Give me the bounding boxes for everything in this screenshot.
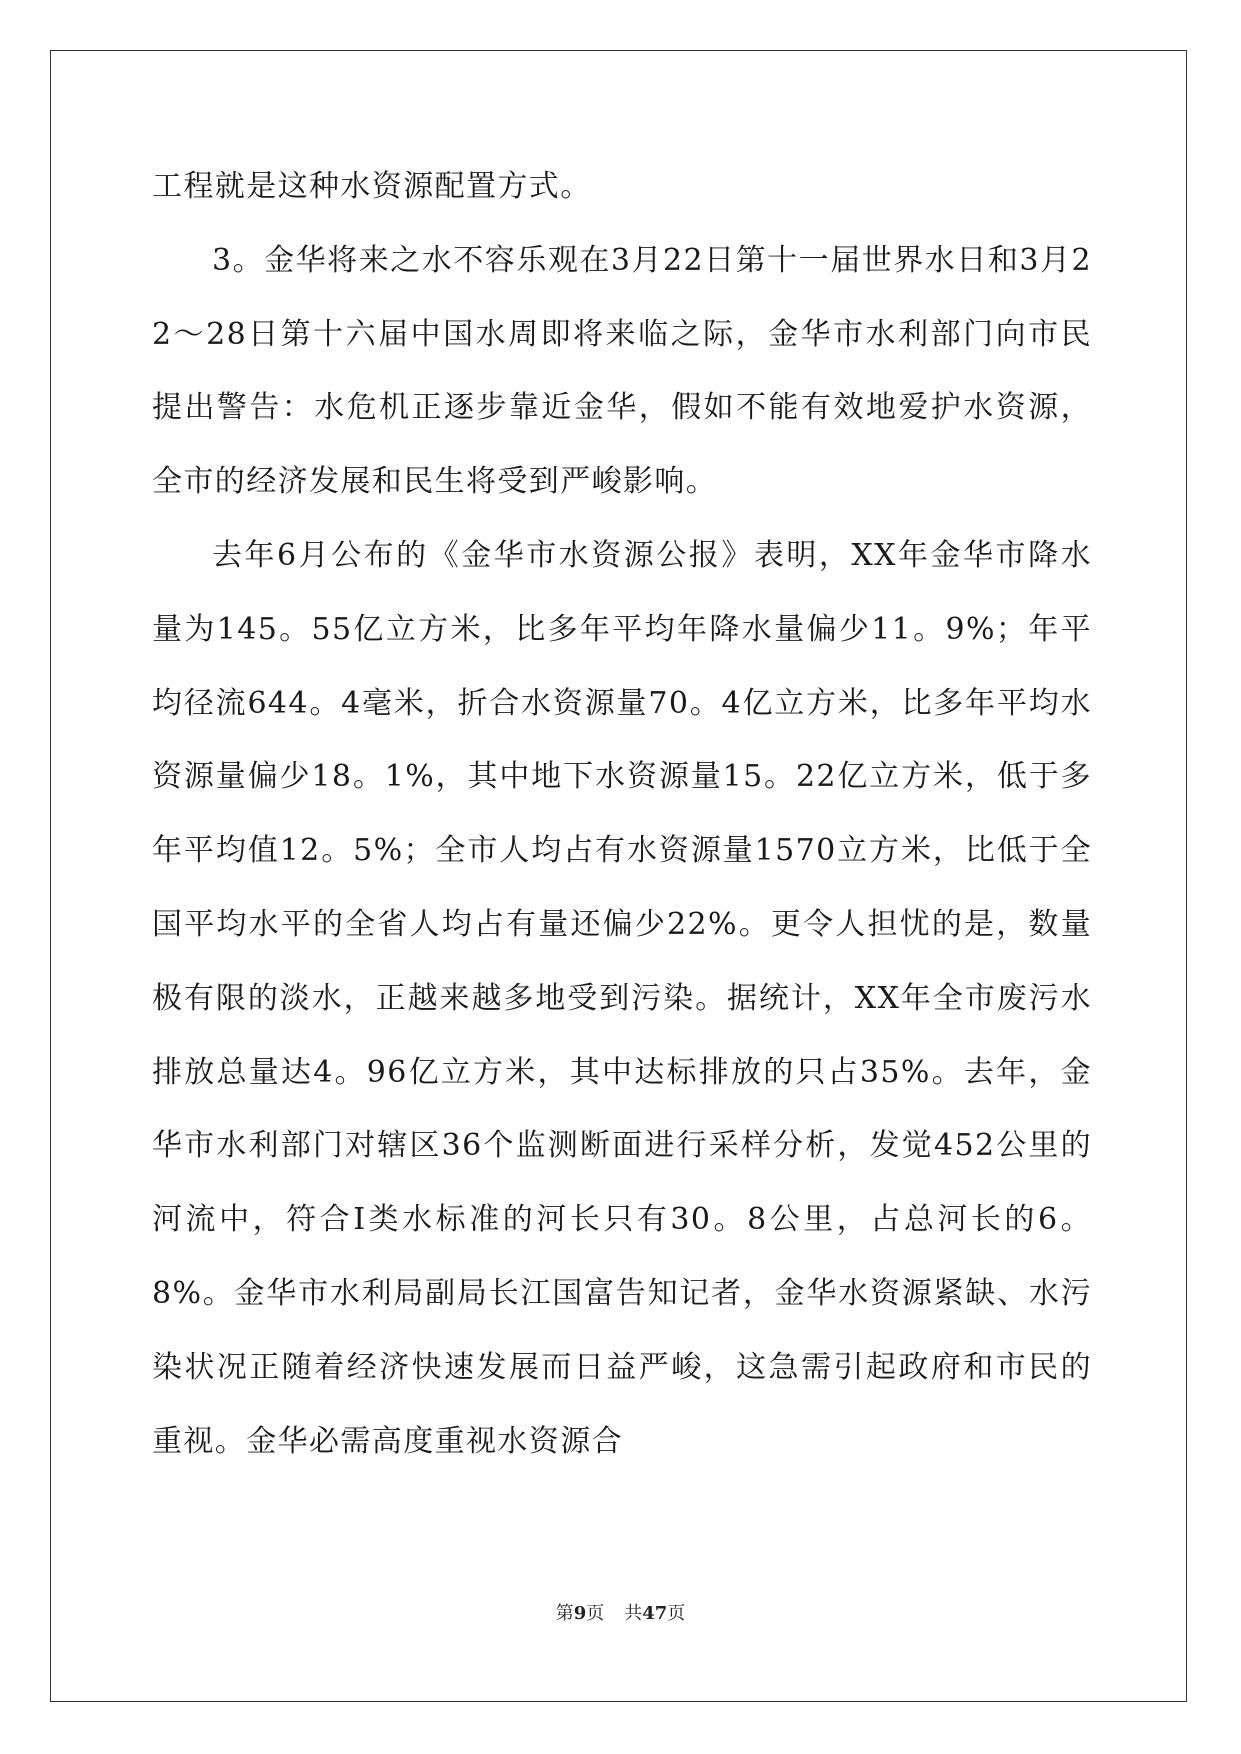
paragraph-1: 工程就是这种水资源配置方式。	[152, 169, 592, 204]
footer-prefix: 第	[555, 1603, 574, 1624]
paragraph-3: 去年6月公布的《金华市水资源公报》表明，XX年金华市降水量为145。55亿立方米，比多年平均年降水量偏少11。9%；年平均径流644。4毫米，折合水资源量70。4亿立方米，比多年平均水资源量偏少18。1%，其中地下水资源量15。22亿立方米，低于多年平均值12。5%；全市人均占有水资源量1570立方米，比低于全国平均水平的全省人均占有量还偏少22%。更令人担忧的是，数量极有限的淡水，正越来越多地受到污染。据统计，XX年全市废污水排放总量达4。96亿立方米，其中达标排放的只占35%。去年，金华市水利部门对辖区36个监测断面进行采样分析，发觉452公里的河流中，符合Ⅰ类水标准的河长只有30。8公里，占总河长的6。8%。金华市水利局副局长江国富告知记者，金华水资源紧缺、水污染状况正随着经济快速发展而日益严峻，这急需引起政府和市民的重视。金华必需高度重视水资源合	[152, 537, 1092, 1459]
current-page-number: 9	[573, 1603, 587, 1624]
total-page-count: 47	[642, 1603, 668, 1624]
document-body	[152, 150, 1092, 1478]
paragraph-2: 3。金华将来之水不容乐观在3月22日第十一届世界水日和3月22～28日第十六届中国水周即将来临之际，金华市水利部门向市民提出警告：水危机正逐步靠近金华，假如不能有效地爱护水资源，全市的经济发展和民生将受到严峻影响。	[152, 242, 1092, 500]
page-footer	[0, 1603, 1241, 1625]
footer-total-suffix: 页	[667, 1603, 686, 1624]
footer-page-suffix: 页	[586, 1603, 605, 1624]
footer-total-prefix: 共	[624, 1603, 643, 1624]
